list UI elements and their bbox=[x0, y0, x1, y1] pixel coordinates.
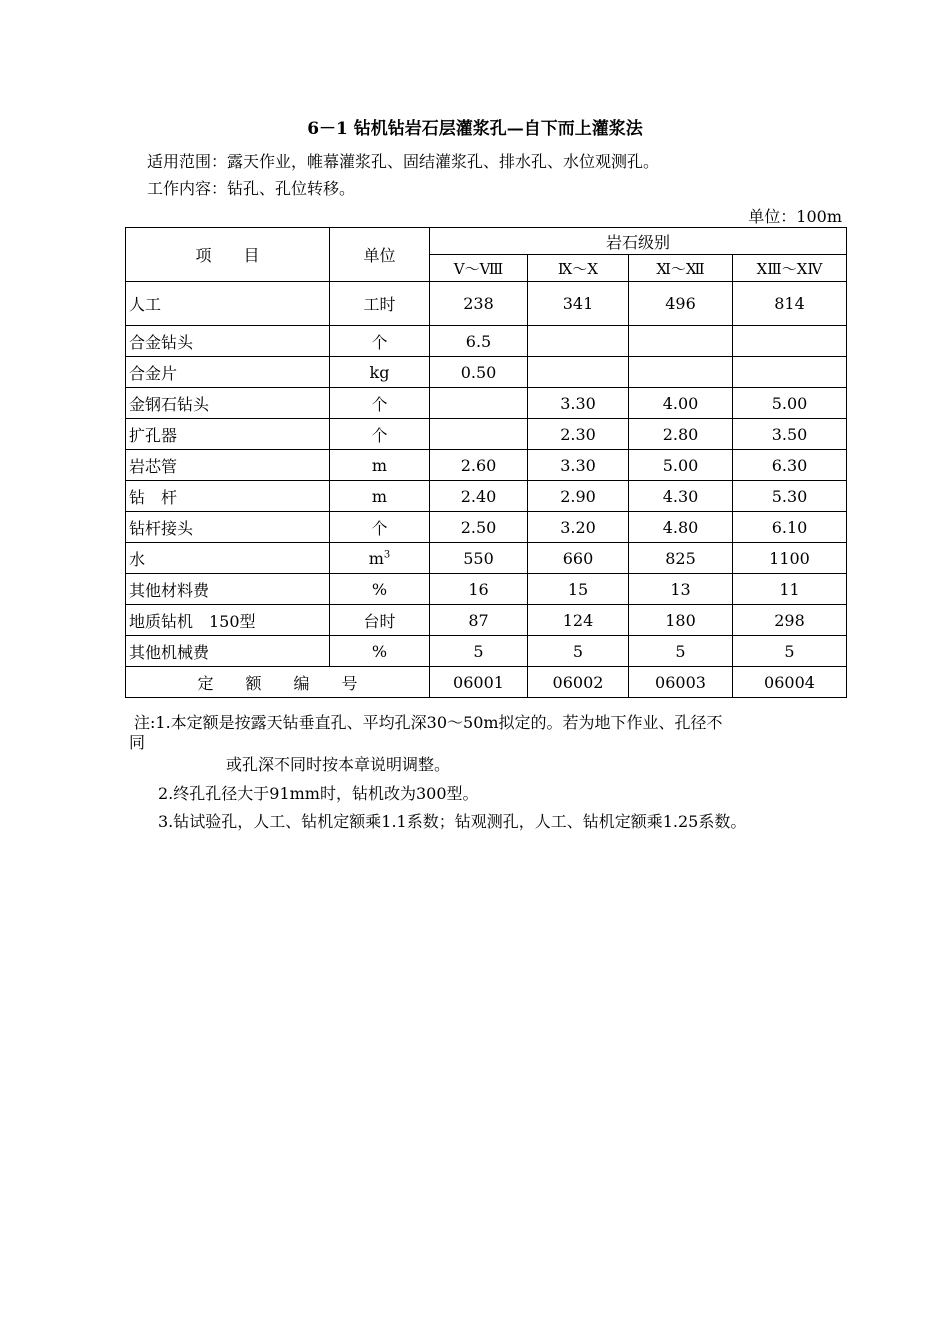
item-unit bbox=[330, 605, 430, 636]
table-row bbox=[126, 357, 847, 388]
unit-text: 个 bbox=[371, 425, 388, 445]
item-name: 金钢石钻头 bbox=[126, 388, 330, 419]
table-row bbox=[126, 574, 847, 605]
value-cell bbox=[528, 326, 629, 357]
value-cell: 6.5 bbox=[430, 326, 528, 357]
value-cell: 2.90 bbox=[528, 481, 629, 512]
item-name: 地质钻机 150型 bbox=[126, 605, 330, 636]
value-cell: 550 bbox=[430, 543, 528, 574]
value-cell: 2.30 bbox=[528, 419, 629, 450]
value-cell: 5 bbox=[629, 636, 733, 667]
grade-cell: ⅩⅢ～ⅩⅣ bbox=[733, 255, 847, 282]
table-row bbox=[126, 388, 847, 419]
unit-text: 个 bbox=[371, 518, 388, 538]
value-cell: 180 bbox=[629, 605, 733, 636]
work-content-text: 工作内容：钻孔、孔位转移。 bbox=[147, 179, 356, 198]
item-unit bbox=[330, 512, 430, 543]
item-name: 水 bbox=[126, 543, 330, 574]
unit-text: 工时 bbox=[363, 295, 396, 314]
value-cell: 825 bbox=[629, 543, 733, 574]
value-cell bbox=[733, 326, 847, 357]
header-unit: 单位 bbox=[330, 228, 430, 282]
value-cell: 5.00 bbox=[733, 388, 847, 419]
table-row bbox=[126, 419, 847, 450]
value-cell: 5 bbox=[430, 636, 528, 667]
grade-cell: Ⅺ～Ⅻ bbox=[629, 255, 733, 282]
value-cell: 2.60 bbox=[430, 450, 528, 481]
quota-code: 06003 bbox=[629, 667, 733, 698]
value-cell: 5.00 bbox=[629, 450, 733, 481]
unit-text: m bbox=[371, 486, 388, 506]
unit-label: 单位：100m bbox=[748, 207, 842, 226]
item-unit bbox=[330, 388, 430, 419]
item-unit bbox=[330, 543, 430, 574]
note-1-wrap: 同 bbox=[129, 733, 146, 752]
value-cell: 1100 bbox=[733, 543, 847, 574]
quota-table bbox=[125, 227, 847, 698]
item-name: 其他机械费 bbox=[126, 636, 330, 667]
value-cell: 3.50 bbox=[733, 419, 847, 450]
value-cell: 2.40 bbox=[430, 481, 528, 512]
unit-text: 台时 bbox=[363, 611, 396, 631]
value-cell: 5 bbox=[528, 636, 629, 667]
header-row bbox=[126, 228, 847, 255]
value-cell: 2.50 bbox=[430, 512, 528, 543]
item-name: 钻 杆 bbox=[126, 481, 330, 512]
note-1-cont: 或孔深不同时按本章说明调整。 bbox=[226, 755, 451, 774]
value-cell: 124 bbox=[528, 605, 629, 636]
table-row bbox=[126, 481, 847, 512]
table-row bbox=[126, 605, 847, 636]
table-row bbox=[126, 636, 847, 667]
table-row bbox=[126, 282, 847, 326]
value-cell bbox=[430, 388, 528, 419]
item-unit bbox=[330, 357, 430, 388]
value-cell: 2.80 bbox=[629, 419, 733, 450]
table-row bbox=[126, 512, 847, 543]
item-name: 合金片 bbox=[126, 357, 330, 388]
value-cell: 0.50 bbox=[430, 357, 528, 388]
value-cell: 11 bbox=[733, 574, 847, 605]
value-cell: 341 bbox=[528, 282, 629, 326]
item-unit bbox=[330, 636, 430, 667]
value-cell: 15 bbox=[528, 574, 629, 605]
scope-text: 适用范围：露天作业，帷幕灌浆孔、固结灌浆孔、排水孔、水位观测孔。 bbox=[147, 152, 660, 171]
value-cell: 3.20 bbox=[528, 512, 629, 543]
item-name: 钻杆接头 bbox=[126, 512, 330, 543]
value-cell bbox=[733, 357, 847, 388]
value-cell bbox=[430, 419, 528, 450]
page-title: 6－1 钻机钻岩石层灌浆孔—自下而上灌浆法 bbox=[307, 119, 643, 139]
note-3: 3.钻试验孔，人工、钻机定额乘1.1系数；钻观测孔，人工、钻机定额乘1.25系数。 bbox=[158, 812, 747, 831]
value-cell: 4.80 bbox=[629, 512, 733, 543]
unit-text: 个 bbox=[371, 394, 388, 414]
unit-text: m bbox=[371, 455, 388, 475]
quota-code: 06004 bbox=[733, 667, 847, 698]
quota-code: 06002 bbox=[528, 667, 629, 698]
unit-text: % bbox=[371, 641, 388, 661]
note-2: 2.终孔孔径大于91mm时，钻机改为300型。 bbox=[158, 784, 479, 803]
unit-text: kg bbox=[369, 362, 390, 382]
value-cell: 496 bbox=[629, 282, 733, 326]
value-cell bbox=[629, 326, 733, 357]
unit-superscript: 3 bbox=[383, 549, 391, 561]
value-cell: 3.30 bbox=[528, 450, 629, 481]
value-cell bbox=[528, 357, 629, 388]
item-unit bbox=[330, 574, 430, 605]
value-cell: 6.30 bbox=[733, 450, 847, 481]
value-cell: 298 bbox=[733, 605, 847, 636]
item-unit bbox=[330, 481, 430, 512]
item-name: 人工 bbox=[126, 282, 330, 326]
item-unit bbox=[330, 450, 430, 481]
value-cell: 4.00 bbox=[629, 388, 733, 419]
quota-code-label: 定 额 编 号 bbox=[126, 667, 430, 698]
table-row bbox=[126, 450, 847, 481]
unit-text: 个 bbox=[371, 332, 388, 352]
value-cell: 4.30 bbox=[629, 481, 733, 512]
item-unit bbox=[330, 326, 430, 357]
unit-text: m bbox=[368, 548, 384, 568]
value-cell: 5.30 bbox=[733, 481, 847, 512]
item-name: 合金钻头 bbox=[126, 326, 330, 357]
grade-cell: Ⅴ～Ⅷ bbox=[430, 255, 528, 282]
table-row bbox=[126, 543, 847, 574]
value-cell: 3.30 bbox=[528, 388, 629, 419]
value-cell: 87 bbox=[430, 605, 528, 636]
unit-text: % bbox=[371, 579, 388, 599]
value-cell: 16 bbox=[430, 574, 528, 605]
item-unit bbox=[330, 419, 430, 450]
value-cell bbox=[629, 357, 733, 388]
item-name: 岩芯管 bbox=[126, 450, 330, 481]
value-cell: 238 bbox=[430, 282, 528, 326]
table-row bbox=[126, 326, 847, 357]
quota-code: 06001 bbox=[430, 667, 528, 698]
value-cell: 660 bbox=[528, 543, 629, 574]
value-cell: 814 bbox=[733, 282, 847, 326]
item-name: 其他材料费 bbox=[126, 574, 330, 605]
note-1: 注:1.本定额是按露天钻垂直孔、平均孔深30～50m拟定的。若为地下作业、孔径不 bbox=[134, 713, 723, 732]
item-unit bbox=[330, 282, 430, 326]
value-cell: 5 bbox=[733, 636, 847, 667]
item-name: 扩孔器 bbox=[126, 419, 330, 450]
quota-code-row bbox=[126, 667, 847, 698]
value-cell: 13 bbox=[629, 574, 733, 605]
header-rock-grade: 岩石级别 bbox=[430, 228, 847, 255]
grade-cell: Ⅸ～Ⅹ bbox=[528, 255, 629, 282]
value-cell: 6.10 bbox=[733, 512, 847, 543]
header-item: 项 目 bbox=[126, 228, 330, 282]
